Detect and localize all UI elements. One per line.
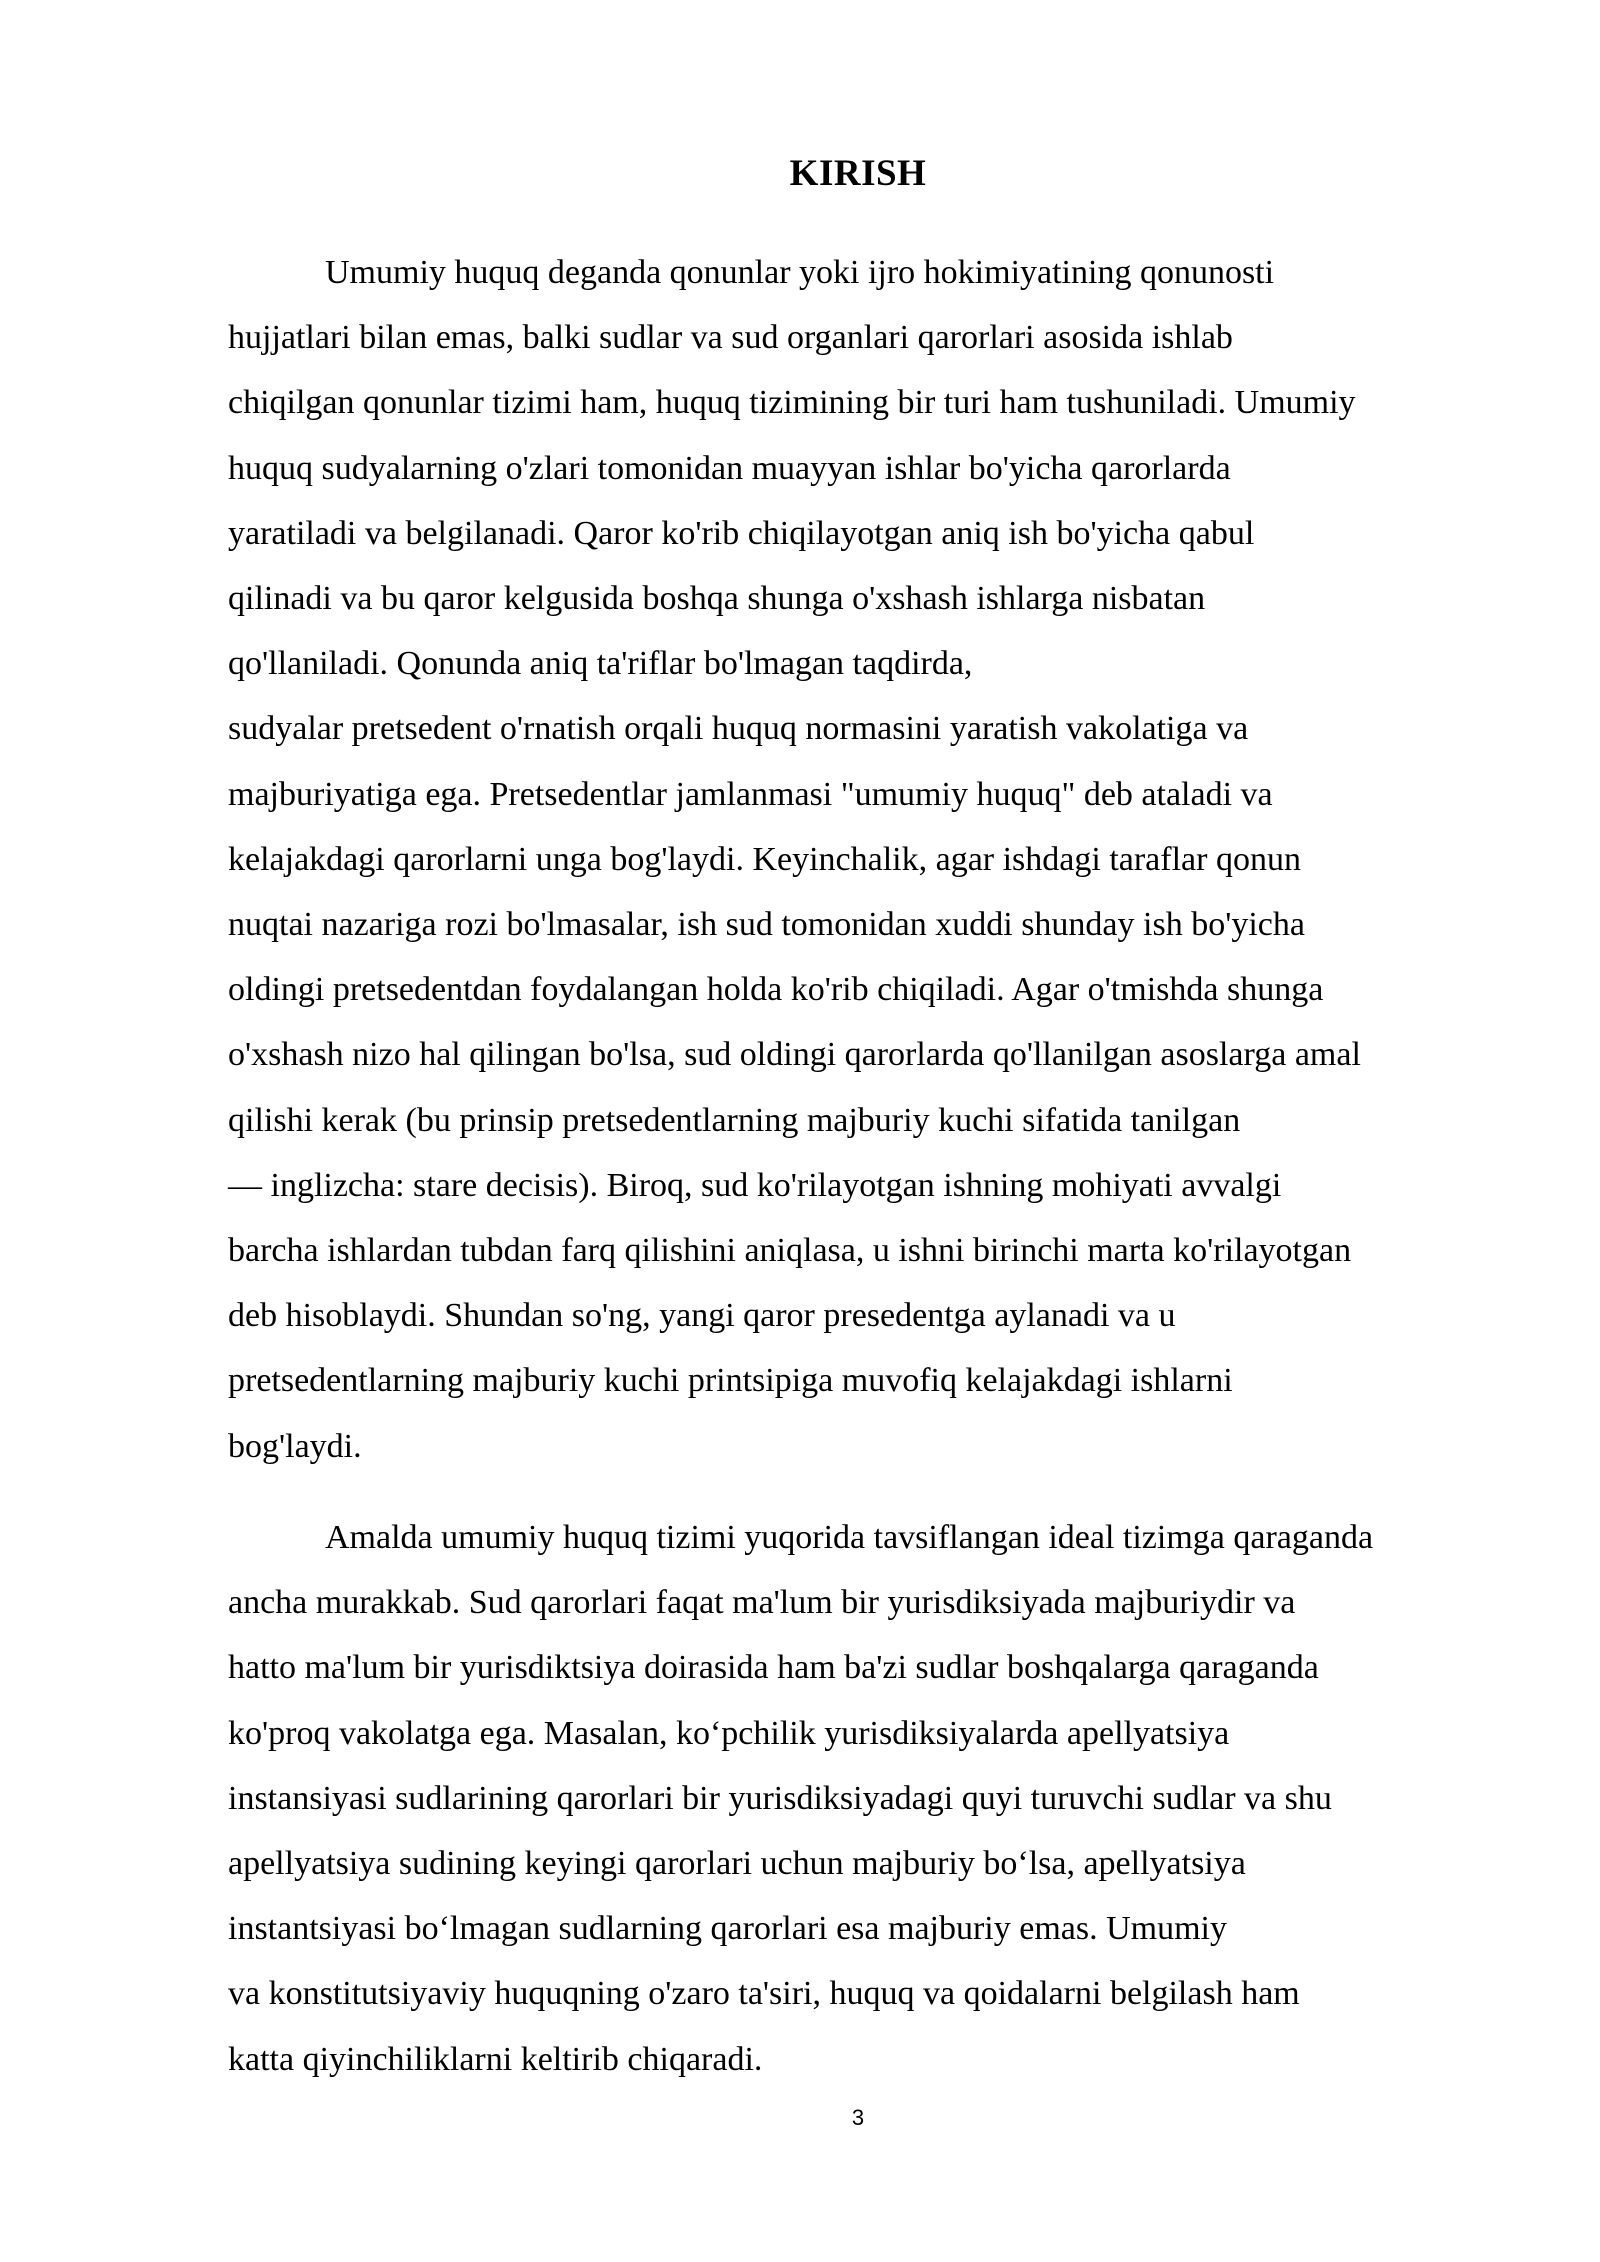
text-line: kelajakdagi qarorlarni unga bog'laydi. Keyinchalik, agar ishdagi taraflar qonun xyxy=(228,840,1301,878)
text-line: deb hisoblaydi. Shundan so'ng, yangi qaror presedentga aylanadi va u xyxy=(228,1297,1176,1335)
text-line: qo'llaniladi. Qonunda aniq ta'riflar bo'lmagan taqdirda, xyxy=(228,645,973,683)
text-line: ancha murakkab. Sud qarorlari faqat ma'lum bir yurisdiksiyada majburiydir va xyxy=(228,1584,1296,1622)
page-title: KIRISH xyxy=(789,153,927,194)
text-line: instantsiyasi boʻlmagan sudlarning qarorlari esa majburiy emas. Umumiy xyxy=(228,1910,1227,1948)
page-number: 3 xyxy=(851,2105,865,2130)
text-line: Amalda umumiy huquq tizimi yuqorida tavsiflangan ideal tizimga qaraganda xyxy=(325,1519,1374,1556)
text-line: katta qiyinchiliklarni keltirib chiqaradi. xyxy=(228,2040,763,2078)
text-line: yaratiladi va belgilanadi. Qaror ko'rib chiqilayotgan aniq ish bo'yicha qabul xyxy=(228,514,1255,552)
text-line: nuqtai nazariga rozi bo'lmasalar, ish sud tomonidan xuddi shunday ish bo'yicha xyxy=(228,906,1305,944)
text-line: — inglizcha: stare decisis). Biroq, sud ko'rilayotgan ishning mohiyati avvalgi xyxy=(228,1166,1282,1204)
text-line: ko'proq vakolatga ega. Masalan, koʻpchilik yurisdiksiyalarda apellyatsiya xyxy=(228,1714,1230,1752)
paragraph-2 xyxy=(228,1505,1528,2092)
text-line: o'xshash nizo hal qilingan bo'lsa, sud oldingi qarorlarda qo'llanilgan asoslarga amal xyxy=(228,1036,1361,1074)
text-line: huquq sudyalarning o'zlari tomonidan muayyan ishlar bo'yicha qarorlarda xyxy=(228,449,1231,487)
text-line: majburiyatiga ega. Pretsedentlar jamlanmasi "umumiy huquq" deb ataladi va xyxy=(228,775,1273,813)
text-line: bog'laydi. xyxy=(228,1427,362,1465)
text-line: pretsedentlarning majburiy kuchi printsipiga muvofiq kelajakdagi ishlarni xyxy=(228,1362,1233,1400)
text-line: sudyalar pretsedent o'rnatish orqali huquq normasini yaratish vakolatiga va xyxy=(228,710,1249,748)
text-line: apellyatsiya sudining keyingi qarorlari uchun majburiy boʻlsa, apellyatsiya xyxy=(228,1845,1246,1883)
text-line: chiqilgan qonunlar tizimi ham, huquq tizimining bir turi ham tushuniladi. Umumiy xyxy=(228,384,1356,422)
text-line: instansiyasi sudlarining qarorlari bir yurisdiksiyadagi quyi turuvchi sudlar va shu xyxy=(228,1779,1332,1817)
text-line: barcha ishlardan tubdan farq qilishini aniqlasa, u ishni birinchi marta ko'rilayotgan xyxy=(228,1232,1352,1270)
text-line: hujjatlari bilan emas, balki sudlar va sud organlari qarorlari asosida ishlab xyxy=(228,319,1233,357)
text-line: va konstitutsiyaviy huquqning o'zaro ta'siri, huquq va qoidalarni belgilash ham xyxy=(228,1975,1300,2013)
text-line: qilinadi va bu qaror kelgusida boshqa shunga o'xshash ishlarga nisbatan xyxy=(228,580,1206,618)
text-line: oldingi pretsedentdan foydalangan holda ko'rib chiqiladi. Agar o'tmishda shunga xyxy=(228,971,1324,1009)
paragraph-1 xyxy=(228,240,1528,1479)
text-line: hatto ma'lum bir yurisdiktsiya doirasida ham ba'zi sudlar boshqalarga qaraganda xyxy=(228,1649,1319,1687)
text-line: qilishi kerak (bu prinsip pretsedentlarning majburiy kuchi sifatida tanilgan xyxy=(228,1101,1241,1139)
text-line: Umumiy huquq deganda qonunlar yoki ijro hokimiyatining qonunosti xyxy=(325,254,1275,291)
